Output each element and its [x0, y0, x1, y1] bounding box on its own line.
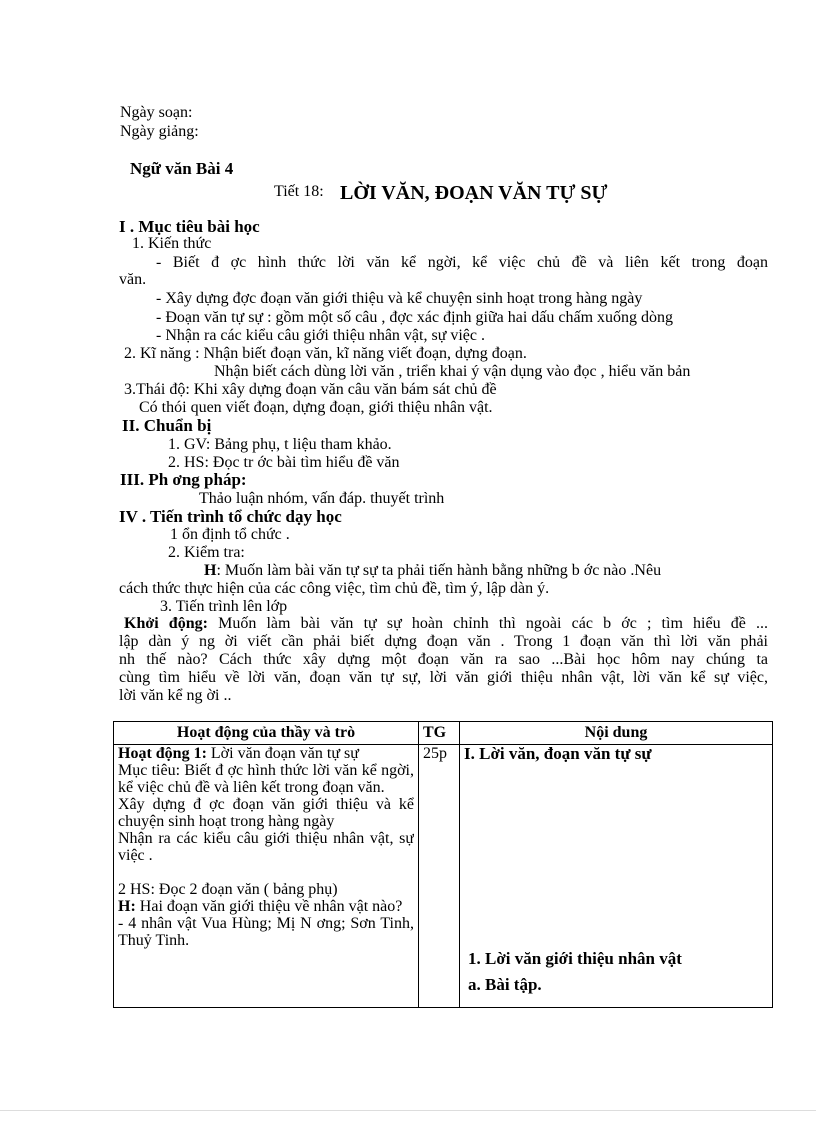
section-2-heading: II. Chuẩn bị: [122, 416, 212, 435]
page-bottom-divider: [0, 1110, 816, 1111]
section-2-1: 1. GV: Bảng phụ, t liệu tham khảo.: [168, 436, 392, 453]
time-value: 25p: [423, 745, 447, 762]
table-row: [114, 745, 773, 1008]
section-1-1: 1. Kiến thức: [132, 235, 212, 252]
ngay-soan: Ngày soạn:: [120, 104, 193, 121]
warmup-line-3: nh thế nào? Cách thức xây dựng một đoạn văn ra sao ...Bài học hôm nay chúng ta: [119, 651, 768, 668]
section-4-2-question: [204, 562, 661, 579]
page-title: LỜI VĂN, ĐOẠN VĂN TỰ SỰ: [340, 182, 608, 204]
section-1-1a: - Biết đ ợc hình thức lời văn kể ngời, kể việc chủ đề và liên kết trong đoạn: [156, 254, 768, 271]
answer-text: - 4 nhân vật Vua Hùng; Mị N ơng; Sơn Tinh, Thuỷ Tinh.: [118, 915, 414, 949]
section-1-1b: - Xây dựng đợc đoạn văn giới thiệu và kể chuyện sinh hoạt trong hàng ngày: [156, 290, 643, 307]
subject-lesson: Ngữ văn Bài 4: [130, 159, 234, 178]
section-1-1a-cont: văn.: [119, 271, 147, 288]
section-1-heading: I . Mục tiêu bài học: [119, 217, 260, 236]
section-1-1c: - Đoạn văn tự sự : gồm một số câu , đợc xác định giữa hai dấu chấm xuống dòng: [156, 309, 674, 326]
content-subheading-1: 1. Lời văn giới thiệu nhân vật: [468, 949, 682, 968]
section-1-3b: Có thói quen viết đoạn, dựng đoạn, giới thiệu nhân vật.: [139, 399, 493, 416]
warmup-line-5: lời văn kể ng ời ..: [119, 687, 232, 704]
section-4-3: 3. Tiến trình lên lớp: [160, 598, 288, 615]
activities-cell: [114, 745, 419, 1008]
activity-title: [118, 745, 414, 762]
content-section-title: I. Lời văn, đoạn văn tự sự: [464, 745, 652, 763]
section-4-heading: IV . Tiến trình tổ chức dạy học: [119, 507, 342, 526]
recognize-text: Nhận ra các kiểu câu giới thiệu nhân vật, sự việc .: [118, 830, 414, 864]
warmup-label: Khởi động:: [124, 615, 208, 632]
activity-text: Lời văn đoạn văn tự sự: [206, 745, 359, 762]
table-header-row: [114, 722, 773, 745]
section-3-heading: III. Ph ơng pháp:: [120, 470, 247, 489]
student-task: 2 HS: Đọc 2 đoạn văn ( bảng phụ): [118, 881, 338, 898]
col-header-time: TG: [419, 722, 460, 745]
warmup-line-4: cùng tìm hiểu về lời văn, đoạn văn tự sự, lời văn giới thiệu nhân vật, lời văn kể sự việc,: [119, 669, 768, 686]
objective-text: Mục tiêu: Biết đ ợc hình thức lời văn kể ngời, kể việc chủ đề và liên kết trong đoạn văn.: [118, 762, 414, 796]
ngay-giang: Ngày giảng:: [120, 123, 199, 140]
section-4-2-question-cont: cách thức thực hiện của các công việc, tìm chủ đề, tìm ý, lập dàn ý.: [119, 580, 550, 597]
section-4-2: 2. Kiểm tra:: [168, 544, 245, 561]
section-1-2b: Nhận biết cách dùng lời văn , triển khai ý vận dụng vào đọc , hiểu văn bản: [214, 363, 691, 380]
period-label: Tiết 18:: [274, 183, 324, 200]
warmup-text: Muốn làm bài văn tự sự hoàn chỉnh thì ngoài các b ớc ; tìm hiểu đề ...: [207, 615, 769, 632]
col-header-content: Nội dung: [460, 722, 773, 745]
teacher-question-text: Hai đoạn văn giới thiệu về nhân vật nào?: [135, 898, 403, 915]
warmup-line-1: [124, 615, 768, 632]
lesson-table: [113, 721, 773, 1008]
content-cell: [460, 745, 773, 1008]
col-header-activities: Hoạt động của thầy và trò: [114, 722, 419, 745]
teacher-question: [118, 898, 414, 915]
activity-label: Hoạt động 1:: [118, 745, 207, 762]
section-4-1: 1 ổn định tổ chức .: [170, 526, 290, 543]
time-cell: [419, 745, 460, 1008]
section-1-2: 2. Kĩ năng : Nhận biết đoạn văn, kĩ năng viết đoạn, dựng đoạn.: [124, 345, 527, 362]
content-subheading-2: a. Bài tập.: [468, 975, 542, 994]
question-label: H: [204, 562, 217, 579]
teacher-question-label: H:: [118, 898, 136, 915]
section-1-3: 3.Thái độ: Khi xây dựng đoạn văn câu văn bám sát chủ đề: [124, 381, 497, 398]
section-1-1d: - Nhận ra các kiểu câu giới thiệu nhân vật, sự việc .: [156, 327, 486, 344]
build-text: Xây dựng đ ợc đoạn văn giới thiệu và kể chuyện sinh hoạt trong hàng ngày: [118, 796, 414, 830]
warmup-line-2: lập dàn ý ng ời viết cần phải biết dựng đoạn văn . Trong 1 đoạn văn thì lời văn phải: [119, 633, 768, 650]
section-3-1: Thảo luận nhóm, vấn đáp. thuyết trình: [199, 490, 445, 507]
question-text: : Muốn làm bài văn tự sự ta phải tiến hành bằng những b ớc nào .Nêu: [216, 562, 662, 579]
section-2-2: 2. HS: Đọc tr ớc bài tìm hiểu đề văn: [168, 454, 400, 471]
